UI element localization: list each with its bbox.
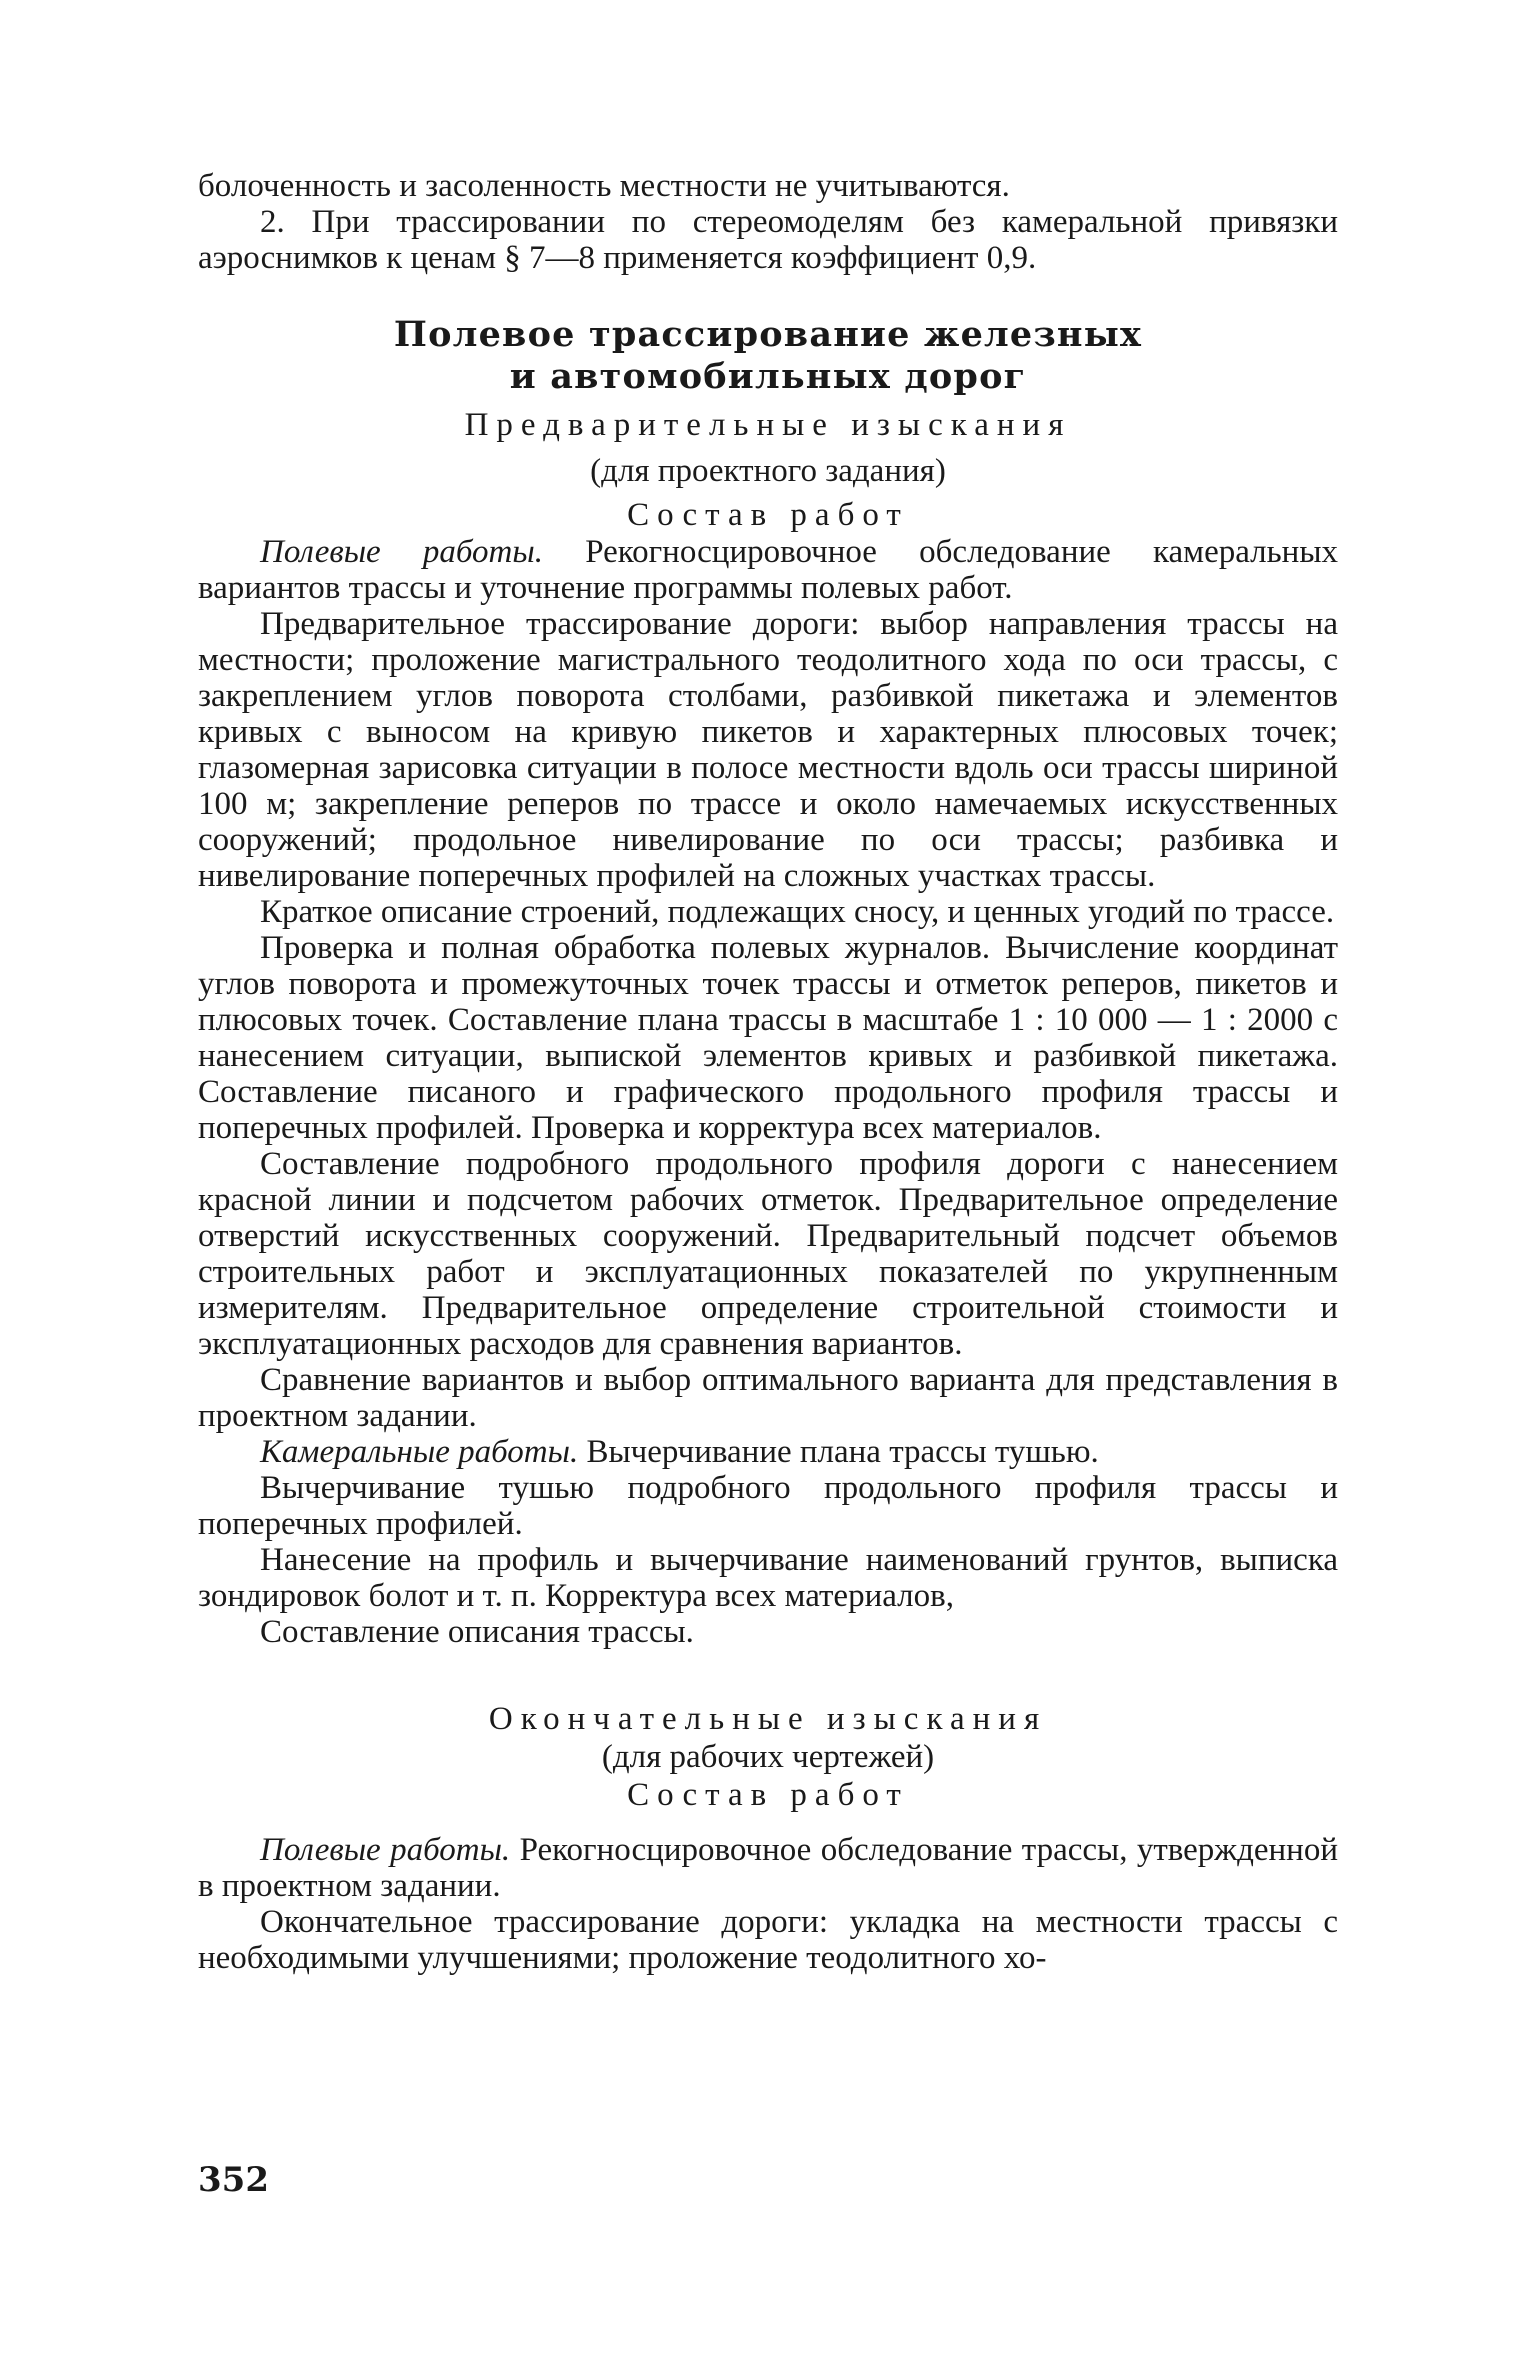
office-works-label: Камеральные работы. [260,1434,579,1470]
preliminary-routing-paragraph: Предварительное трассирование дороги: выбор направления трассы на местности; проложение магистрального теодолитного хода по оси трассы, с закреплением углов поворота столбами, разбивкой пикетажа и элементов кривых с выносом на кривую пикетов и характерных плюсовых точек; глазомерная зарисовка ситуации в полосе местности вдоль оси трассы шириной 100 м; закрепление реперов по трассе и около намечаемых искусственных сооружений; продольное нивелирование по оси трассы; разбивка и нивелирование поперечных профилей на сложных участках трассы. [198,606,1338,894]
subsection-heading-preliminary: Предварительные изыскания [464,407,1072,443]
composition-heading-2: Состав работ [627,1777,909,1813]
field-works-paragraph [198,534,1338,606]
final-routing-paragraph: Окончательное трассирование дороги: укладка на местности трассы с необходимыми улучшениями; проложение теодолитного хо- [198,1904,1338,1976]
ink-drawing-paragraph: Вычерчивание тушью подробного продольного профиля трассы и поперечных профилей. [198,1470,1338,1542]
subsection-note-final: (для рабочих чертежей) [601,1739,935,1775]
section-title-line-2: и автомобильных дорог [509,356,1027,397]
soil-names-paragraph: Нанесение на профиль и вычерчивание наименований грунтов, выписка зондировок болот и т. п. Корректура всех материалов, [198,1542,1338,1614]
composition-heading-1: Состав работ [627,497,909,533]
section-title-line-1: Полевое трассирование железных [393,314,1143,355]
field-works-label: Полевые работы. [260,534,543,570]
field-works-paragraph-final [198,1832,1338,1904]
journal-check-paragraph: Проверка и полная обработка полевых журналов. Вычисление координат углов поворота и промежуточных точек трассы и отметок реперов, пикетов и плюсовых точек. Составление плана трассы в масштабе 1 : 10 000 — 1 : 2000 с нанесением ситуации, выпиской элементов кривых и разбивкой пикетажа. Составление писаного и графического продольного профиля трассы и поперечных профилей. Проверка и корректура всех материалов. [198,930,1338,1146]
page-number: 352 [198,2160,269,2200]
field-works-text: Рекогносцировочное обследование камеральных вариантов трассы и уточнение программы полевых работ. [198,534,1338,606]
subsection-note-preliminary: (для проектного задания) [590,453,946,489]
note-paragraph: 2. При трассировании по стереомоделям без камеральной привязки аэроснимков к ценам § 7—8 применяется коэффициент 0,9. [198,204,1338,276]
field-works-text-final: Рекогносцировочное обследование трассы, утвержденной в проектном задании. [198,1832,1339,1904]
office-works-paragraph [198,1434,1338,1470]
route-description-paragraph: Составление описания трассы. [260,1614,694,1650]
office-works-text: Вычерчивание плана трассы тушью. [578,1434,1099,1470]
page-content [198,168,1338,1976]
field-works-label-final: Полевые работы. [260,1832,511,1868]
variant-comparison-paragraph: Сравнение вариантов и выбор оптимального варианта для представления в проектном задании. [198,1362,1338,1434]
detailed-profile-paragraph: Составление подробного продольного профиля дороги с нанесением красной линии и подсчетом рабочих отметок. Предварительное определение отверстий искусственных сооружений. Предварительный подсчет объемов строительных работ и эксплуатационных показателей по укрупненным измерителям. Предварительное определение строительной стоимости и эксплуатационных расходов для сравнения вариантов. [198,1146,1338,1362]
subsection-heading-final: Окончательные изыскания [488,1701,1048,1737]
brief-description-paragraph: Краткое описание строений, подлежащих сносу, и ценных угодий по трассе. [260,894,1335,930]
continued-paragraph: болоченность и засоленность местности не учитываются. [198,168,1010,204]
